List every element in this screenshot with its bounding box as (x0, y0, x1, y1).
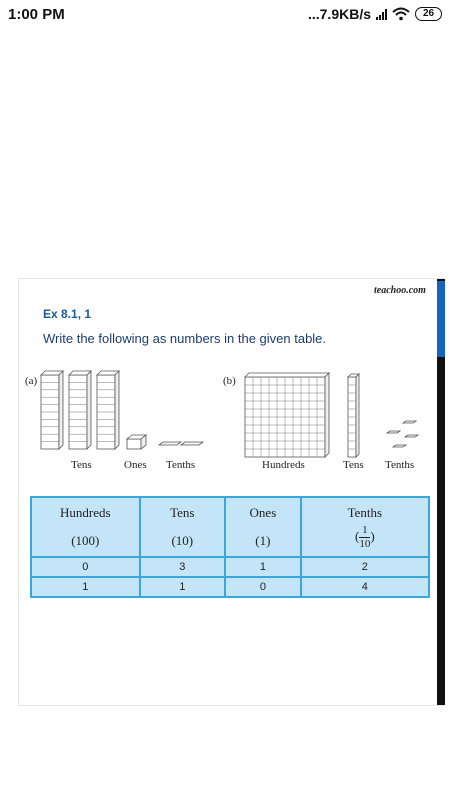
table-row (31, 577, 429, 597)
table-cell: 4 (301, 577, 429, 597)
figure-a-caption-tens: Tens (71, 459, 92, 471)
status-icons (308, 6, 442, 22)
exercise-question: Write the following as numbers in the given table. (43, 331, 327, 346)
exercise-card[interactable] (18, 278, 444, 706)
table-cell: 1 (140, 577, 226, 597)
tenth-flat (181, 442, 203, 445)
ones-cube (127, 439, 141, 449)
figure-a-label: (a) (25, 375, 38, 387)
brand-watermark: teachoo.com (374, 285, 426, 296)
signal-icon (376, 8, 387, 20)
fraction-one-tenth: $\frac{1}{10}$ (359, 523, 371, 550)
status-time: 1:00 PM (8, 6, 65, 23)
header-hundreds: Hundreds (100) (31, 497, 140, 557)
header-tenths: Tenths ( $\frac{1}{10}$ ) (301, 497, 429, 557)
figure-a-caption-tenths: Tenths (166, 459, 196, 471)
figure-a-caption-ones: Ones (124, 459, 147, 471)
header-ones: Ones (1) (225, 497, 301, 557)
header-tens: Tens (10) (140, 497, 226, 557)
base-ten-blocks-illustration (19, 367, 437, 467)
table-cell: 1 (225, 557, 301, 577)
tenth-flat (403, 421, 416, 423)
tenth-flat (393, 445, 406, 447)
tenth-flat (405, 435, 418, 437)
table-cell: 0 (31, 557, 140, 577)
scrollbar[interactable] (437, 279, 445, 705)
status-bar (0, 0, 450, 30)
wifi-icon (392, 7, 410, 21)
figure-b-caption-tenths: Tenths (385, 459, 415, 471)
tenth-flat (387, 431, 400, 433)
tenth-flat (159, 442, 181, 445)
network-speed: ...7.9KB/s (307, 6, 371, 22)
scroll-thumb[interactable] (437, 281, 445, 357)
table-cell: 1 (31, 577, 140, 597)
table-header-row (31, 497, 429, 557)
battery-icon: 26 (415, 7, 442, 21)
table-row (31, 557, 429, 577)
figure-b-caption-hundreds: Hundreds (262, 459, 305, 471)
place-value-table (30, 496, 430, 598)
figure-b-caption-tens: Tens (343, 459, 364, 471)
exercise-title: Ex 8.1, 1 (43, 307, 92, 321)
table-cell: 3 (140, 557, 226, 577)
figure-b-label: (b) (223, 375, 236, 387)
table-cell: 2 (301, 557, 429, 577)
table-cell: 0 (225, 577, 301, 597)
